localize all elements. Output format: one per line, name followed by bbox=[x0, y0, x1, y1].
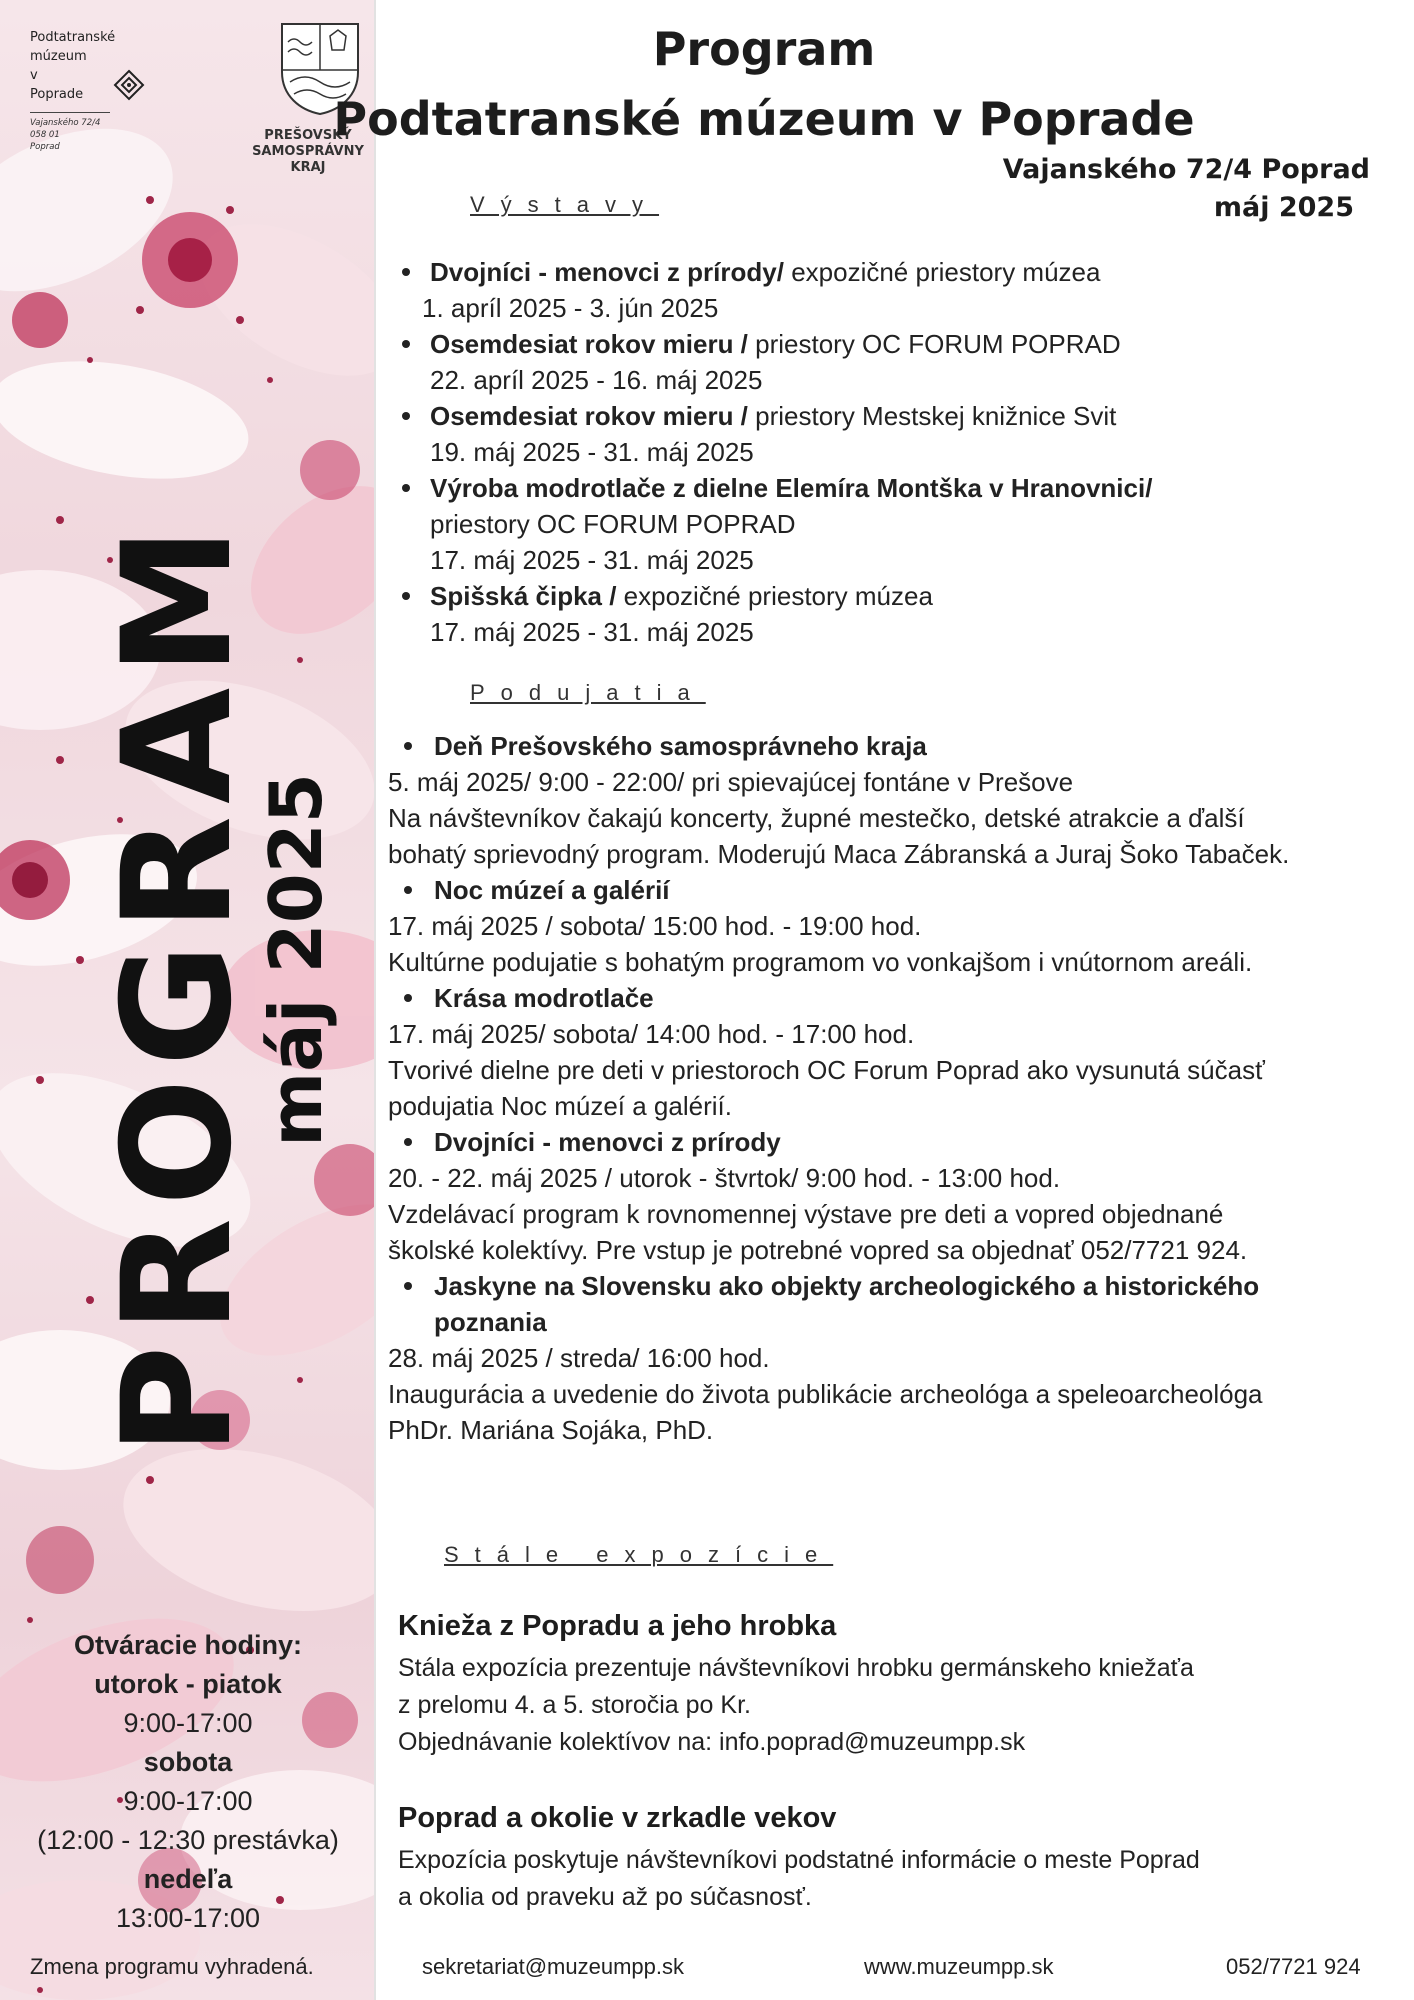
event-title: Krása modrotlače bbox=[434, 983, 654, 1013]
exposition-title: Knieža z Popradu a jeho hrobka bbox=[398, 1610, 837, 1642]
event-desc: Vzdelávací program k rovnomennej výstave pre deti a vopred objednané bbox=[388, 1199, 1224, 1229]
bullet-icon bbox=[402, 340, 410, 348]
bullet-icon bbox=[404, 742, 412, 750]
museum-logo-name: Podtatranské múzeum v Poprade bbox=[30, 30, 116, 102]
exposition-desc: Stála expozícia prezentuje návštevníkovi hrobku germánskeho kniežaťa z prelomu 4. a 5. storočia po Kr. Objednávanie kolektívov na: info.poprad@muzeumpp.sk bbox=[398, 1654, 1194, 1756]
footer-email[interactable]: sekretariat@muzeumpp.sk bbox=[422, 1954, 684, 1979]
exhibition-place: priestory Mestskej knižnice Svit bbox=[747, 401, 1117, 431]
event-when: 17. máj 2025/ sobota/ 14:00 hod. - 17:00 hod. bbox=[388, 1019, 915, 1049]
exhibition-date: 17. máj 2025 - 31. máj 2025 bbox=[430, 545, 754, 575]
panel-divider bbox=[374, 0, 376, 2000]
museum-logo-address: Vajanského 72/4 058 01 Poprad bbox=[30, 118, 101, 152]
event-desc: Kultúrne podujatie s bohatým programom vo vonkajšom i vnútornom areáli. bbox=[388, 947, 1253, 977]
header-address: Vajanského 72/4 Poprad bbox=[1002, 154, 1370, 185]
bullet-icon bbox=[402, 484, 410, 492]
bullet-icon bbox=[402, 592, 410, 600]
hours-weekdays: utorok - piatok bbox=[94, 1669, 282, 1699]
event-desc: bohatý sprievodný program. Moderujú Maca Zábranská a Juraj Šoko Tabaček. bbox=[388, 839, 1290, 869]
hours-heading: Otváracie hodiny: bbox=[73, 1630, 303, 1660]
event-title: Deň Prešovského samosprávneho kraja bbox=[434, 731, 927, 761]
exhibition-place: priestory OC FORUM POPRAD bbox=[430, 509, 796, 539]
logo-divider bbox=[30, 112, 110, 113]
museum-emblem-icon bbox=[112, 68, 146, 102]
events-list bbox=[388, 728, 1398, 1448]
bullet-icon bbox=[404, 886, 412, 894]
exhibition-place: expozičné priestory múzea bbox=[783, 257, 1101, 287]
exhibition-title: Dvojníci - menovci z prírody/ bbox=[430, 257, 784, 287]
event-when: 17. máj 2025 / sobota/ 15:00 hod. - 19:00 hod. bbox=[388, 911, 922, 941]
events-heading: Podujatia bbox=[470, 680, 706, 705]
exhibition-title: Osemdesiat rokov mieru / bbox=[430, 401, 748, 431]
bullet-icon bbox=[402, 268, 410, 276]
hours-sunday-time: 13:00-17:00 bbox=[115, 1903, 261, 1933]
hours-saturday-time: 9:00-17:00 bbox=[123, 1786, 253, 1816]
event-title: Jaskyne na Slovensku ako objekty archeologického a historického bbox=[434, 1271, 1260, 1301]
permanent-heading: Stále expozície bbox=[444, 1542, 834, 1567]
hours-sunday: nedeľa bbox=[143, 1864, 233, 1894]
exhibition-item bbox=[396, 326, 1376, 398]
event-desc: PhDr. Mariána Sojáka, PhD. bbox=[388, 1415, 714, 1445]
footer-note: Zmena programu vyhradená. bbox=[30, 1954, 314, 1979]
page-subtitle: Podtatranské múzeum v Poprade bbox=[333, 92, 1195, 146]
banner-word: PROGRAM bbox=[91, 514, 265, 1456]
exhibition-title: Spišská čipka / bbox=[430, 581, 617, 611]
bullet-icon bbox=[402, 412, 410, 420]
event-desc: Inaugurácia a uvedenie do života publikácie archeológa a speleoarcheológa bbox=[388, 1379, 1263, 1409]
bullet-icon bbox=[404, 994, 412, 1002]
hours-saturday: sobota bbox=[143, 1747, 233, 1777]
exhibition-item bbox=[396, 470, 1376, 578]
region-logo-text: PREŠOVSKÝ SAMOSPRÁVNY KRAJ bbox=[252, 128, 364, 175]
exhibition-date: 17. máj 2025 - 31. máj 2025 bbox=[430, 617, 754, 647]
museum-logo bbox=[30, 28, 162, 153]
hours-weekdays-time: 9:00-17:00 bbox=[123, 1708, 253, 1738]
event-desc: podujatia Noc múzeí a galérií. bbox=[388, 1091, 732, 1121]
event-item bbox=[388, 980, 1398, 1124]
event-desc: školské kolektívy. Pre vstup je potrebné vopred sa objednať 052/7721 924. bbox=[388, 1235, 1248, 1265]
event-title: Dvojníci - menovci z prírody bbox=[434, 1127, 781, 1157]
exhibition-title: Osemdesiat rokov mieru / bbox=[430, 329, 748, 359]
event-item bbox=[388, 872, 1398, 980]
hours-break: (12:00 - 12:30 prestávka) bbox=[37, 1825, 339, 1855]
exhibitions-list bbox=[396, 254, 1376, 650]
event-when: 20. - 22. máj 2025 / utorok - štvrtok/ 9:00 hod. - 13:00 hod. bbox=[388, 1163, 1061, 1193]
bullet-icon bbox=[404, 1282, 412, 1290]
exhibitions-heading: Výstavy bbox=[470, 192, 660, 217]
page-title: Program bbox=[652, 22, 876, 76]
exhibition-date: 19. máj 2025 - 31. máj 2025 bbox=[430, 437, 754, 467]
header-month: máj 2025 bbox=[1213, 192, 1354, 223]
exhibition-date: 22. apríl 2025 - 16. máj 2025 bbox=[430, 365, 763, 395]
event-title: Noc múzeí a galérií bbox=[434, 875, 670, 905]
exhibition-place: priestory OC FORUM POPRAD bbox=[747, 329, 1121, 359]
exhibition-date: 1. apríl 2025 - 3. jún 2025 bbox=[422, 293, 719, 323]
event-when: 5. máj 2025/ 9:00 - 22:00/ pri spievajúcej fontáne v Prešove bbox=[388, 767, 1074, 797]
event-desc: Na návštevníkov čakajú koncerty, župné mestečko, detské atrakcie a ďalší bbox=[388, 803, 1245, 833]
event-title-cont: poznania bbox=[434, 1307, 547, 1337]
exhibition-item bbox=[396, 398, 1376, 470]
banner-date: máj 2025 bbox=[254, 773, 338, 1147]
exhibition-title: Výroba modrotlače z dielne Elemíra Montška v Hranovnici/ bbox=[430, 473, 1153, 503]
event-desc: Tvorivé dielne pre deti v priestoroch OC Forum Poprad ako vysunutá súčasť bbox=[388, 1055, 1265, 1085]
footer-phone: 052/7721 924 bbox=[1226, 1954, 1361, 1979]
footer-web[interactable]: www.muzeumpp.sk bbox=[864, 1954, 1054, 1979]
exhibition-item bbox=[396, 254, 1376, 326]
event-item bbox=[388, 1124, 1398, 1268]
exposition-title: Poprad a okolie v zrkadle vekov bbox=[398, 1802, 837, 1834]
event-item bbox=[388, 1268, 1398, 1448]
exhibition-place: expozičné priestory múzea bbox=[616, 581, 933, 611]
exposition-desc: Expozícia poskytuje návštevníkovi podstatné informácie o meste Poprad a okolia od praveku až po súčasnosť. bbox=[398, 1846, 1200, 1911]
floral-side-panel bbox=[0, 0, 376, 2000]
exhibition-item bbox=[396, 578, 1376, 650]
bullet-icon bbox=[404, 1138, 412, 1146]
opening-hours bbox=[14, 1626, 362, 1938]
event-item bbox=[388, 728, 1398, 872]
event-when: 28. máj 2025 / streda/ 16:00 hod. bbox=[388, 1343, 770, 1373]
